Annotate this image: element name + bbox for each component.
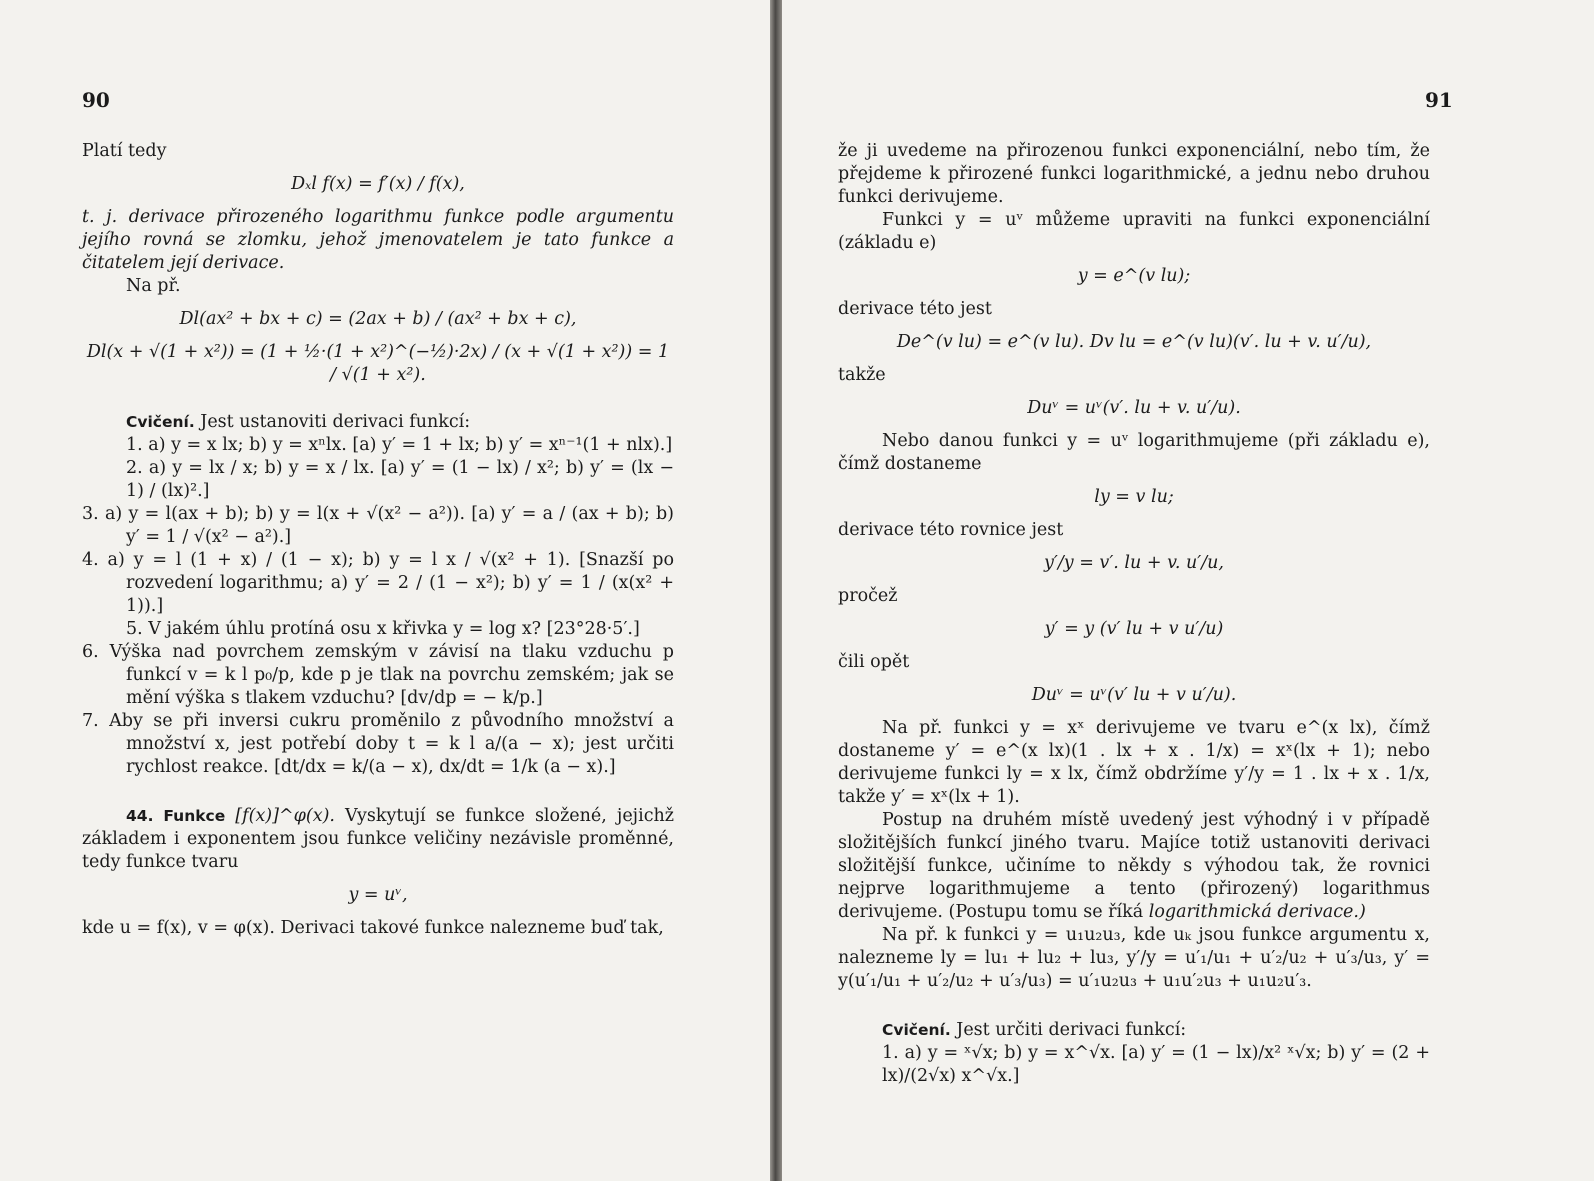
section-formula: [f(x)]^φ(x). (225, 806, 335, 826)
heading-text: Jest určiti derivaci funkcí: (950, 1020, 1187, 1040)
equation: y′/y = v′. lu + v. u′/u, (1044, 553, 1224, 573)
equation: y = uᵛ, (348, 885, 408, 905)
exercise-item: 3. a) y = l(ax + b); b) y = l(x + √(x² − a²)). [a) y′ = a / (ax + b); b) y′ = 1 / √(x² − a²).] (82, 504, 674, 547)
exercise-item: 1. a) y = x lx; b) y = xⁿlx. [a) y′ = 1 + lx; b) y′ = xⁿ⁻¹(1 + nlx).] (126, 435, 673, 455)
page-number: 90 (82, 88, 110, 112)
paragraph: Funkci y = uᵛ můžeme upraviti na funkci exponenciální (základu e) (838, 210, 1430, 253)
definition-text: t. j. derivace přirozeného logarithmu funkce podle argumentu jejího rovná se zlomku, jehož jmenovatelem je tato funkce a čitatelem její derivace. (82, 207, 674, 273)
equation: y′ = y (v′ lu + v u′/u) (1044, 619, 1224, 639)
paragraph: kde u = f(x), v = φ(x). Derivaci takové funkce nalezneme buď tak, (82, 918, 664, 938)
spacer (82, 779, 674, 805)
paragraph: derivace této jest (838, 299, 992, 319)
paragraph: takže (838, 365, 886, 385)
exercise-heading (882, 1019, 1430, 1042)
paragraph: Na př. funkci y = xˣ derivujeme ve tvaru e^(x lx), čímž dostaneme y′ = e^(x lx)(1 . lx + x . 1/x) = xˣ(lx + 1); nebo derivujeme funkci ly = x lx, čímž obdržíme y′/y = 1 . lx + x . 1/x, takže y′ = xˣ(lx + 1). (838, 718, 1430, 807)
paragraph: Na př. (126, 276, 181, 296)
left-page (0, 0, 770, 1181)
exercise-item: 6. Výška nad povrchem zemským v závisí na tlaku vzduchu p funkcí v = k l p₀/p, kde p je tlak na povrchu zemském; jak se mění výška s tlakem vzduchu? [dv/dp = − k/p.] (82, 642, 674, 708)
book-gutter (770, 0, 782, 1181)
spacer (838, 993, 1430, 1019)
exercise-item: 5. V jakém úhlu protíná osu x křivka y = log x? [23°28·5′.] (126, 619, 640, 639)
heading-text: Vyskytují se funkce složené, jejichž základem i exponentem jsou funkce veličiny nezávisle proměnné, tedy funkce tvaru (82, 806, 674, 872)
equation: De^(v lu) = e^(v lu). Dv lu = e^(v lu)(v′. lu + v. u′/u), (896, 332, 1372, 352)
equation: Dl(ax² + bx + c) = (2ax + b) / (ax² + bx + c), (179, 309, 577, 329)
page-number: 91 (1425, 88, 1453, 112)
spacer (82, 397, 674, 411)
heading-text: Jest ustanoviti derivaci funkcí: (194, 412, 471, 432)
exercise-heading (126, 411, 674, 434)
equation: Duᵛ = uᵛ(v′. lu + v. u′/u). (1027, 398, 1241, 418)
exercise-item: 2. a) y = lx / x; b) y = x / lx. [a) y′ = (1 − lx) / x²; b) y′ = (lx − 1) / (lx)².] (126, 458, 674, 501)
paragraph: pročež (838, 586, 898, 606)
section-label: Cvičení. (882, 1021, 951, 1039)
section-heading (82, 805, 674, 874)
paragraph: Platí tedy (82, 141, 167, 161)
paragraph: Nebo danou funkci y = uᵛ logarithmujeme (při základu e), čímž dostaneme (838, 431, 1430, 474)
equation: Dl(x + √(1 + x²)) = (1 + ½·(1 + x²)^(−½)·2x) / (x + √(1 + x²)) = 1 / √(1 + x²). (86, 342, 670, 385)
section-label: 44. Funkce (126, 807, 226, 825)
paragraph (838, 809, 1430, 924)
equation: ly = v lu; (1094, 487, 1174, 507)
definition-paragraph (82, 206, 674, 275)
paragraph: derivace této rovnice jest (838, 520, 1064, 540)
section-label: Cvičení. (126, 413, 195, 431)
paragraph: Na př. k funkci y = u₁u₂u₃, kde uₖ jsou funkce argumentu x, nalezneme ly = lu₁ + lu₂ + lu₃, y′/y = u′₁/u₁ + u′₂/u₂ + u′₃/u₃, y′ = y(u′₁/u₁ + u′₂/u₂ + u′₃/u₃) = u′₁u₂u₃ + u₁u′₂u₃ + u₁u₂u′₃. (838, 925, 1430, 991)
exercise-item: 4. a) y = l (1 + x) / (1 − x); b) y = l x / √(x² + 1). [Snazší po rozvedení logarithmu; a) y′ = 2 / (1 − x²); b) y′ = 1 / (x(x² + 1)).] (82, 550, 674, 616)
paragraph: že ji uvedeme na přirozenou funkci exponenciální, nebo tím, že přejdeme k přirozené funkci logarithmické, a jednu nebo druhou funkci derivujeme. (838, 141, 1430, 207)
exercise-item: 1. a) y = ˣ√x; b) y = x^√x. [a) y′ = (1 − lx)/x² ˣ√x; b) y′ = (2 + lx)/(2√x) x^√x.] (882, 1043, 1430, 1086)
exercise-item: 7. Aby se při inversi cukru proměnilo z původního množství a množství x, jest potřebí doby t = k l a/(a − x); jest určiti rychlost reakce. [dt/dx = k/(a − x), dx/dt = 1/k (a − x).] (82, 711, 674, 777)
term-italic: logarithmická derivace.) (1148, 902, 1366, 922)
equation: y = e^(v lu); (1077, 266, 1191, 286)
right-page (782, 0, 1594, 1181)
equation: Dₓl f(x) = f′(x) / f(x), (291, 174, 465, 194)
page-text (838, 140, 1430, 1088)
equation: Duᵛ = uᵛ(v′ lu + v u′/u). (1031, 685, 1237, 705)
page-text (82, 140, 674, 940)
paragraph-text: Postup na druhém místě uvedený jest výhodný i v případě složitějších funkcí jiného tvaru. Majíce totiž ustanoviti derivaci složitější funkce, učiníme to někdy s výhodou tak, že rovnici nejprve logarithmujeme a tento (přirozený) logarithmus derivujeme. (Postupu tomu se říká (838, 810, 1430, 922)
paragraph: čili opět (838, 652, 910, 672)
